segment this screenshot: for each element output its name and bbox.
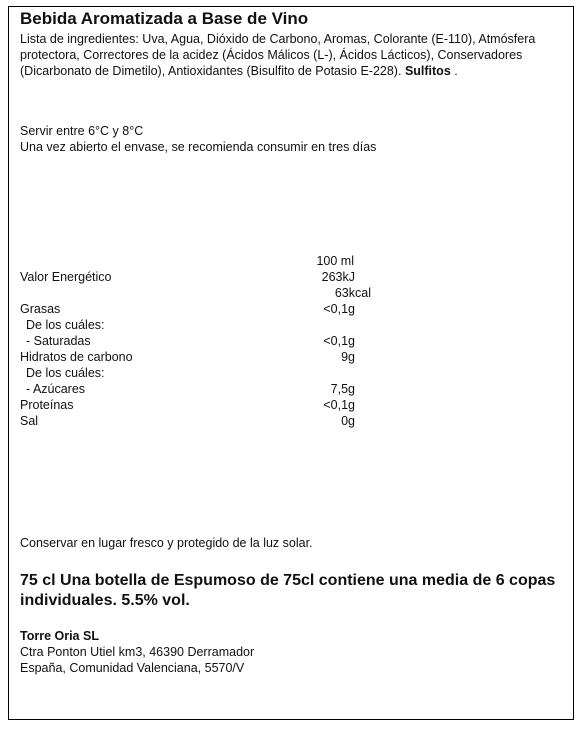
nutrient-name: - Saturadas (26, 334, 91, 348)
company-region: España, Comunidad Valenciana, 5570/V (20, 661, 245, 675)
serving-temperature: Servir entre 6°C y 8°C (20, 124, 144, 138)
nutrition-header: 100 ml (316, 254, 354, 268)
after-opening-note: Una vez abierto el envase, se recomienda consumir en tres días (20, 140, 377, 154)
nutrient-name: Sal (20, 414, 39, 428)
product-title: Bebida Aromatizada a Base de Vino (20, 9, 309, 28)
nutrient-name: Proteínas (20, 398, 74, 412)
serving-instructions (20, 123, 376, 155)
nutrient-name: De los cuáles: (26, 318, 105, 332)
company-address: Ctra Ponton Utiel km3, 46390 Derramador (20, 645, 255, 659)
nutrition-row (20, 317, 380, 333)
nutrition-row (20, 413, 380, 429)
nutrition-row (20, 285, 380, 301)
nutrient-value: 9g (341, 350, 355, 364)
company-info (20, 628, 254, 676)
nutrient-value: 263kJ (321, 270, 355, 284)
nutrient-value: <0,1g (323, 334, 355, 348)
nutrition-header-row (20, 253, 380, 269)
nutrient-name: Hidratos de carbono (20, 350, 133, 364)
ingredients-text: Lista de ingredientes: Uva, Agua, Dióxido de Carbono, Aromas, Colorante (E-110), Atmósfera protectora, Correctores de la acidez (Ácidos Málicos (L-), Ácidos Lácticos), Conservadores (Dicarbonato de Dimetilo), Antioxidantes (Bisulfito de Potasio E-228). (20, 32, 536, 78)
nutrition-row (20, 365, 380, 381)
nutrition-row (20, 349, 380, 365)
nutrient-name: - Azúcares (26, 382, 86, 396)
company-name: Torre Oria SL (20, 629, 99, 643)
nutrition-row (20, 269, 380, 285)
volume-statement: 75 cl Una botella de Espumoso de 75cl contiene una media de 6 copas individuales. 5.5% vol. (20, 572, 556, 609)
nutrient-value: <0,1g (323, 398, 355, 412)
product-label (8, 6, 574, 720)
ingredients-end: . (450, 64, 458, 78)
allergen-sulfitos: Sulfitos (404, 64, 451, 78)
storage-instructions: Conservar en lugar fresco y protegido de la luz solar. (20, 536, 313, 550)
nutrition-row (20, 397, 380, 413)
ingredients-list (20, 31, 540, 79)
nutrient-name: Grasas (20, 302, 61, 316)
nutrient-value: 63kcal (334, 286, 371, 300)
nutrient-value: <0,1g (323, 302, 355, 316)
nutrient-name: De los cuáles: (26, 366, 105, 380)
nutrition-row (20, 333, 380, 349)
nutrition-table (20, 253, 380, 429)
nutrient-value: 0g (341, 414, 355, 428)
nutrient-value: 7,5g (330, 382, 355, 396)
nutrition-row (20, 301, 380, 317)
nutrition-row (20, 381, 380, 397)
nutrient-name: Valor Energético (20, 270, 112, 284)
